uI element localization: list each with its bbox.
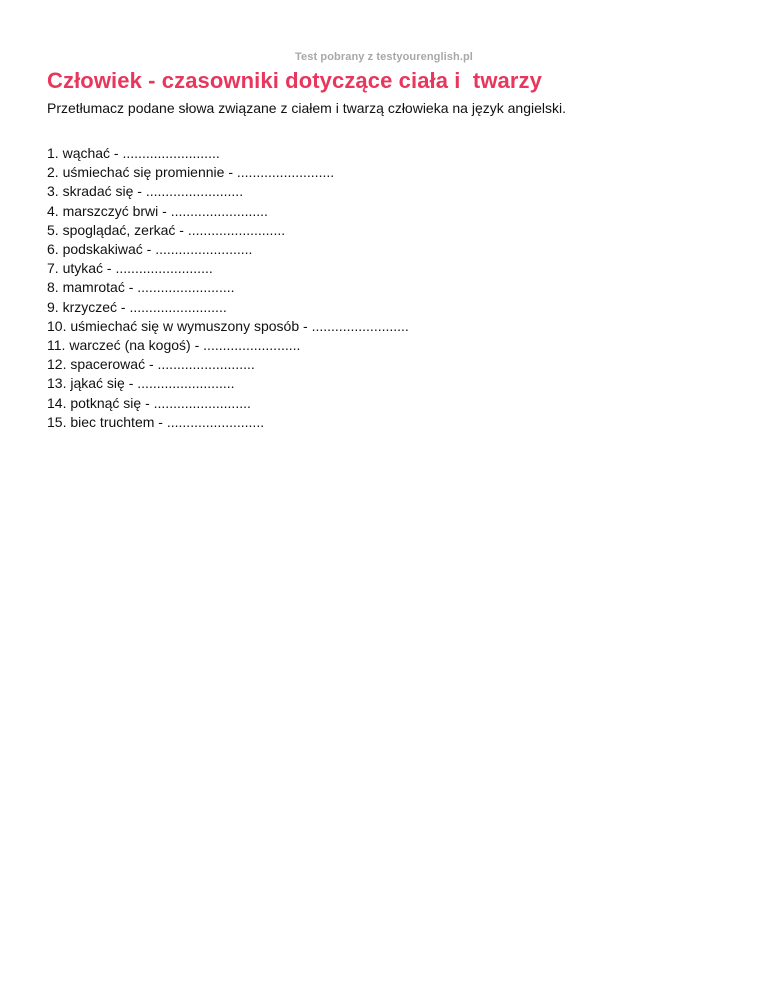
item-number: 1. xyxy=(47,145,59,161)
item-word: spoglądać, zerkać xyxy=(62,221,176,238)
item-word: biec truchtem xyxy=(70,413,155,430)
item-number: 6. xyxy=(47,241,59,258)
exercise-item: 9. krzyczeć - ......................... xyxy=(47,298,227,315)
exercise-item: 2. uśmiechać się promiennie - ......................... xyxy=(47,164,335,181)
item-number: 5. xyxy=(47,221,59,238)
item-number: 8. xyxy=(47,279,59,296)
exercise-item: 3. skradać się - ......................... xyxy=(47,183,244,200)
item-word: potknąć się xyxy=(70,394,142,411)
item-word: utykać xyxy=(62,260,104,277)
exercise-item: 6. podskakiwać - ......................... xyxy=(47,241,253,258)
answer-blank: ......................... xyxy=(145,183,244,200)
exercise-item: 15. biec truchtem - ......................... xyxy=(47,413,265,430)
answer-blank: ......................... xyxy=(157,356,255,373)
exercise-item: 14. potknąć się - ......................... xyxy=(47,394,251,411)
answer-blank: ......................... xyxy=(137,375,235,392)
item-number: 14. xyxy=(47,394,67,411)
item-word: marszczyć brwi xyxy=(62,202,159,219)
item-word: podskakiwać xyxy=(62,241,143,258)
exercise-item: 13. jąkać się - ......................... xyxy=(47,375,235,392)
exercise-item: 1. wąchać - ......................... xyxy=(47,145,220,161)
item-number: 7. xyxy=(47,260,59,277)
page-title: Człowiek - czasowniki dotyczące ciała i twarzy xyxy=(47,68,542,93)
answer-blank: ......................... xyxy=(170,202,268,219)
answer-blank: ......................... xyxy=(137,279,235,296)
exercise-item: 11. warczeć (na kogoś) - ......................... xyxy=(47,337,301,354)
item-number: 2. xyxy=(47,164,59,181)
answer-blank: ......................... xyxy=(122,145,220,161)
item-number: 13. xyxy=(47,375,67,392)
exercise-item: 12. spacerować - ......................... xyxy=(47,356,255,373)
answer-blank: ......................... xyxy=(129,298,227,315)
answer-blank: ......................... xyxy=(311,317,409,334)
answer-blank: ......................... xyxy=(166,413,265,430)
exercise-list xyxy=(47,144,409,432)
item-word: warczeć (na kogoś) xyxy=(69,337,191,354)
item-number: 12. xyxy=(47,356,67,373)
item-number: 9. xyxy=(47,298,59,315)
item-number: 4. xyxy=(47,202,59,219)
source-note: Test pobrany z testyourenglish.pl xyxy=(295,51,473,63)
exercise-item: 4. marszczyć brwi - ......................... xyxy=(47,202,268,219)
item-word: uśmiechać się w wymuszony sposób xyxy=(70,317,300,334)
item-word: uśmiechać się promiennie xyxy=(62,164,225,181)
item-word: jąkać się xyxy=(70,375,125,392)
item-number: 11. xyxy=(47,337,66,354)
item-word: krzyczeć xyxy=(62,298,118,315)
instructions: Przetłumacz podane słowa związane z ciałem i twarzą człowieka na język angielski. xyxy=(47,100,567,116)
item-word: spacerować xyxy=(70,356,146,373)
item-number: 15. xyxy=(47,413,67,430)
exercise-item: 8. mamrotać - ......................... xyxy=(47,279,235,296)
answer-blank: ......................... xyxy=(153,394,251,411)
exercise-item: 5. spoglądać, zerkać - ......................... xyxy=(47,221,286,238)
item-number: 10. xyxy=(47,317,67,334)
exercise-item: 10. uśmiechać się w wymuszony sposób - ......................... xyxy=(47,317,409,334)
answer-blank: ......................... xyxy=(203,337,301,354)
answer-blank: ......................... xyxy=(115,260,213,277)
answer-blank: ......................... xyxy=(187,221,286,238)
exercise-item: 7. utykać - ......................... xyxy=(47,260,213,277)
answer-blank: ......................... xyxy=(155,241,253,258)
item-number: 3. xyxy=(47,183,59,200)
answer-blank: ......................... xyxy=(236,164,335,181)
item-word: skradać się xyxy=(62,183,134,200)
item-word: wąchać xyxy=(62,145,111,161)
item-word: mamrotać xyxy=(62,279,125,296)
